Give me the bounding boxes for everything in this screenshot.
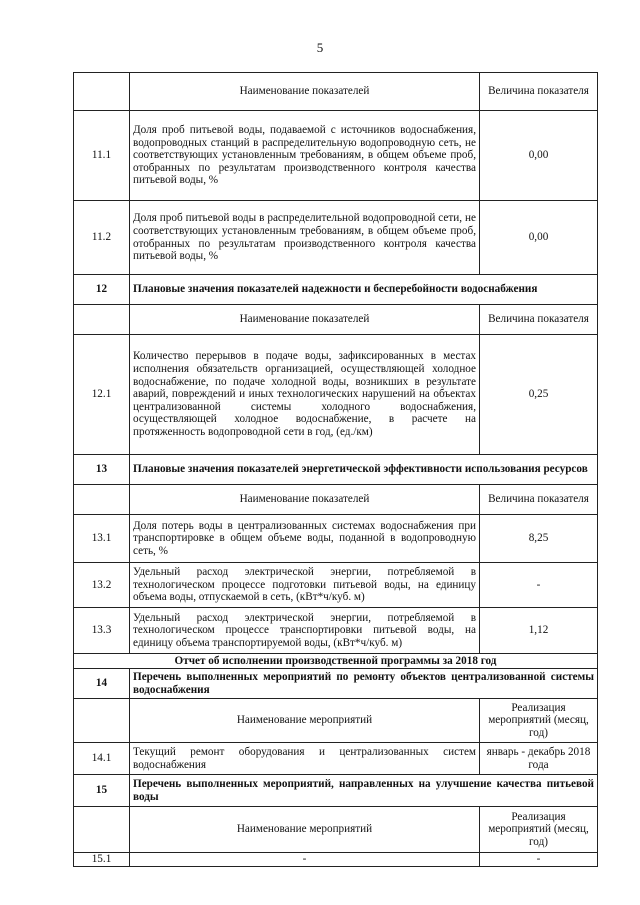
report-title-row: [74, 654, 598, 669]
report-title: Отчет об исполнении производственной программы за 2018 год: [74, 654, 598, 669]
table-header-row: [74, 305, 598, 335]
row-value: январь - декабрь 2018 года: [480, 743, 598, 775]
header-indicator-name: Наименование показателей: [130, 305, 480, 335]
page-number: 5: [316, 40, 324, 55]
row-text: Удельный расход электрической энергии, потребляемой в технологическом процессе подготовки питьевой воды, на единицу объема воды, отпускаемой в сеть, (кВт*ч/куб. м): [130, 563, 480, 608]
table-row: [74, 515, 598, 563]
row-number: 15.1: [74, 853, 130, 867]
table-row: [74, 743, 598, 775]
table-header-row: [74, 699, 598, 743]
section-row: [74, 775, 598, 807]
section-row: [74, 455, 598, 485]
header-num-cell: [74, 807, 130, 853]
row-text: Количество перерывов в подаче воды, зафиксированных в местах исполнения обязательств организацией, осуществляющей холодное водоснабжение, по подаче холодной воды, возникших в результате аварий, повреждений и иных технологических нарушений на объектах централизованной системы холодного водоснабжения, осуществляющей холодное водоснабжение, в расчете на протяженность водопроводной сети в год, (ед./км): [130, 335, 480, 455]
table-row: [74, 563, 598, 608]
row-number: 11.2: [74, 201, 130, 275]
row-value: 8,25: [480, 515, 598, 563]
row-text: -: [130, 853, 480, 867]
row-text: Доля потерь воды в централизованных системах водоснабжения при транспортировке в общем объеме воды, поданной в водопроводную сеть, %: [130, 515, 480, 563]
row-value: -: [480, 563, 598, 608]
header-indicator-value: Величина показателя: [480, 485, 598, 515]
row-text: Удельный расход электрической энергии, потребляемой в технологическом процессе транспортировки питьевой воды, на единицу объема транспортируемой воды, (кВт*ч/куб. м): [130, 608, 480, 654]
row-number: 12.1: [74, 335, 130, 455]
row-value: -: [480, 853, 598, 867]
table-header-row: [74, 73, 598, 111]
header-num-cell: [74, 699, 130, 743]
table-row: [74, 111, 598, 201]
row-value: 0,00: [480, 201, 598, 275]
row-number: 13.2: [74, 563, 130, 608]
section-row: [74, 275, 598, 305]
section-number: 14: [74, 669, 130, 699]
section-number: 13: [74, 455, 130, 485]
section-title: Плановые значения показателей надежности и бесперебойности водоснабжения: [130, 275, 598, 305]
table-header-row: [74, 807, 598, 853]
section-number: 12: [74, 275, 130, 305]
row-value: 1,12: [480, 608, 598, 654]
table-row: [74, 335, 598, 455]
row-number: 14.1: [74, 743, 130, 775]
row-text: Доля проб питьевой воды в распределительной водопроводной сети, не соответствующих установленным требованиям, в общем объеме проб, отобранных по результатам производственного контроля качества питьевой воды, %: [130, 201, 480, 275]
row-number: 11.1: [74, 111, 130, 201]
header-num-cell: [74, 485, 130, 515]
header-indicator-value: Величина показателя: [480, 73, 598, 111]
header-event-name: Наименование мероприятий: [130, 699, 480, 743]
header-indicator-name: Наименование показателей: [130, 485, 480, 515]
header-num-cell: [74, 73, 130, 111]
section-title: Перечень выполненных мероприятий, направленных на улучшение качества питьевой воды: [130, 775, 598, 807]
section-title: Перечень выполненных мероприятий по ремонту объектов централизованной системы водоснабжения: [130, 669, 598, 699]
table-row: [74, 201, 598, 275]
row-value: 0,00: [480, 111, 598, 201]
indicators-table: [73, 72, 598, 867]
section-row: [74, 669, 598, 699]
section-title: Плановые значения показателей энергетической эффективности использования ресурсов: [130, 455, 598, 485]
header-event-name: Наименование мероприятий: [130, 807, 480, 853]
row-number: 13.3: [74, 608, 130, 654]
header-event-realization: Реализация мероприятий (месяц, год): [480, 807, 598, 853]
header-indicator-name: Наименование показателей: [130, 73, 480, 111]
row-number: 13.1: [74, 515, 130, 563]
header-num-cell: [74, 305, 130, 335]
table-row: [74, 853, 598, 867]
row-text: Текущий ремонт оборудования и централизованных систем водоснабжения: [130, 743, 480, 775]
row-text: Доля проб питьевой воды, подаваемой с источников водоснабжения, водопроводных станций в распределительную водопроводную сеть, не соответствующих установленным требованиям, в общем объеме проб, отобранных по результатам производственного контроля качества питьевой воды, %: [130, 111, 480, 201]
header-indicator-value: Величина показателя: [480, 305, 598, 335]
row-value: 0,25: [480, 335, 598, 455]
table-header-row: [74, 485, 598, 515]
section-number: 15: [74, 775, 130, 807]
table-row: [74, 608, 598, 654]
header-event-realization: Реализация мероприятий (месяц, год): [480, 699, 598, 743]
